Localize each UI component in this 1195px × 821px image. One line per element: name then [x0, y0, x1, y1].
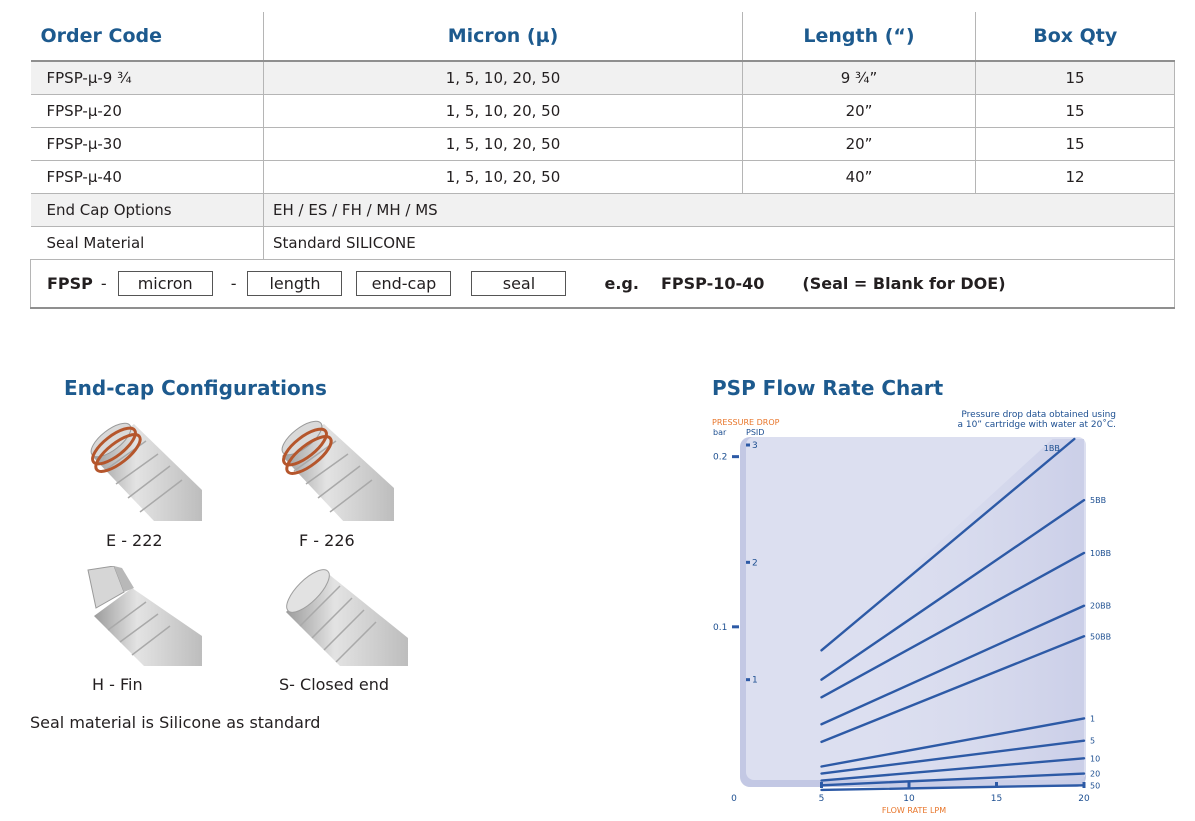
psid-tick-mark: [746, 561, 750, 564]
seal-note: Seal material is Silicone as standard: [30, 713, 321, 732]
endcap-label-closed: S- Closed end: [279, 675, 389, 694]
endcap-e222-image: [84, 416, 202, 521]
order-code-cell: FPSP-µ-20: [31, 95, 264, 128]
x-tick-mark: [1083, 782, 1086, 788]
y-unit-psid: PSID: [746, 428, 765, 437]
psid-tick-mark: [746, 444, 750, 447]
seal-row: [31, 227, 1175, 260]
order-code-cell: FPSP-µ-40: [31, 161, 264, 194]
end-cap-value: EH / ES / FH / MH / MS: [264, 194, 1175, 227]
x-tick-label: 10: [903, 794, 915, 804]
table-row: [31, 128, 1175, 161]
endcap-e222-icon: [84, 416, 202, 521]
code-builder-row: [31, 260, 1175, 309]
endcap-label-e222: E - 222: [106, 531, 163, 550]
code-builder-cell: [31, 260, 1175, 309]
order-table-header: [31, 12, 1175, 61]
series-label-5: 5: [1090, 736, 1096, 746]
psid-tick-label: 3: [752, 441, 758, 451]
builder-box-length: length: [247, 271, 342, 296]
table-row: [31, 61, 1175, 95]
length-cell: 20”: [743, 95, 976, 128]
chart-note-line2: a 10” cartridge with water at 20˚C.: [957, 420, 1116, 430]
qty-cell: 15: [976, 128, 1175, 161]
qty-cell: 15: [976, 61, 1175, 95]
seal-value: Standard SILICONE: [264, 227, 1175, 260]
x-tick-label: 20: [1078, 794, 1090, 804]
builder-dash: -: [100, 274, 107, 293]
bar-tick-mark: [732, 625, 739, 628]
x-axis-title: FLOW RATE LPM: [881, 806, 947, 815]
series-label-5BB: 5BB: [1090, 496, 1107, 506]
series-label-10: 10: [1090, 754, 1101, 764]
endcap-f226-icon: [276, 416, 394, 521]
endcap-closed-icon: [282, 566, 408, 666]
builder-dash: -: [230, 274, 237, 293]
qty-cell: 15: [976, 95, 1175, 128]
x-tick-label: 0: [731, 794, 737, 804]
endcap-heading: End-cap Configurations: [64, 376, 327, 400]
length-cell: 40”: [743, 161, 976, 194]
bar-tick-label: 0.1: [713, 622, 728, 633]
micron-cell: 1, 5, 10, 20, 50: [264, 128, 743, 161]
bar-tick-mark: [732, 455, 739, 458]
seal-label: Seal Material: [31, 227, 264, 260]
series-label-1: 1: [1090, 714, 1096, 724]
series-label-10BB: 10BB: [1090, 548, 1112, 558]
order-code-cell: FPSP-µ-30: [31, 128, 264, 161]
series-label-20BB: 20BB: [1090, 601, 1112, 611]
x-tick-label: 5: [818, 794, 825, 804]
series-label-50BB: 50BB: [1090, 632, 1112, 642]
micron-cell: 1, 5, 10, 20, 50: [264, 161, 743, 194]
builder-box-micron: micron: [118, 271, 213, 296]
endcap-closed-image: [282, 566, 408, 671]
x-tick-mark: [995, 782, 998, 788]
header-length: Length (“): [743, 12, 976, 61]
series-label-50: 50: [1090, 781, 1101, 791]
series-label-20: 20: [1090, 769, 1101, 779]
order-table: [30, 12, 1175, 309]
end-cap-label: End Cap Options: [31, 194, 264, 227]
endcap-fin-image: [84, 566, 202, 671]
micron-cell: 1, 5, 10, 20, 50: [264, 61, 743, 95]
builder-example: FPSP-10-40: [660, 274, 765, 293]
flow-rate-chart: [700, 405, 1195, 821]
builder-box-end-cap: end-cap: [356, 271, 451, 296]
header-micron: Micron (µ): [264, 12, 743, 61]
psid-tick-label: 1: [752, 675, 758, 686]
builder-prefix: FPSP: [47, 274, 93, 293]
psid-tick-label: 2: [752, 558, 758, 569]
x-tick-mark: [908, 782, 911, 788]
builder-eg-label: e.g.: [604, 274, 639, 293]
psid-tick-mark: [746, 678, 750, 681]
bar-tick-label: 0.2: [713, 452, 728, 463]
length-cell: 20”: [743, 128, 976, 161]
code-builder: [47, 271, 1174, 296]
header-box-qty: Box Qty: [976, 12, 1175, 61]
endcap-fin-icon: [84, 566, 202, 666]
header-order-code: Order Code: [31, 12, 264, 61]
builder-note: (Seal = Blank for DOE): [802, 274, 1006, 293]
end-cap-row: [31, 194, 1175, 227]
builder-box-seal: seal: [471, 271, 566, 296]
chart-note-line1: Pressure drop data obtained using: [961, 410, 1116, 420]
endcap-label-f226: F - 226: [299, 531, 355, 550]
length-cell: 9 ¾”: [743, 61, 976, 95]
endcap-label-fin: H - Fin: [92, 675, 143, 694]
series-label-1BB: 1BB: [1043, 444, 1060, 453]
y-unit-bar: bar: [713, 428, 727, 437]
table-row: [31, 95, 1175, 128]
x-tick-mark: [820, 782, 823, 788]
chart-title: PSP Flow Rate Chart: [712, 376, 944, 400]
y-axis-title: PRESSURE DROP: [712, 418, 780, 427]
order-code-cell: FPSP-µ-9 ¾: [31, 61, 264, 95]
endcap-f226-image: [276, 416, 394, 521]
x-tick-label: 15: [990, 794, 1003, 804]
micron-cell: 1, 5, 10, 20, 50: [264, 95, 743, 128]
table-row: [31, 161, 1175, 194]
qty-cell: 12: [976, 161, 1175, 194]
